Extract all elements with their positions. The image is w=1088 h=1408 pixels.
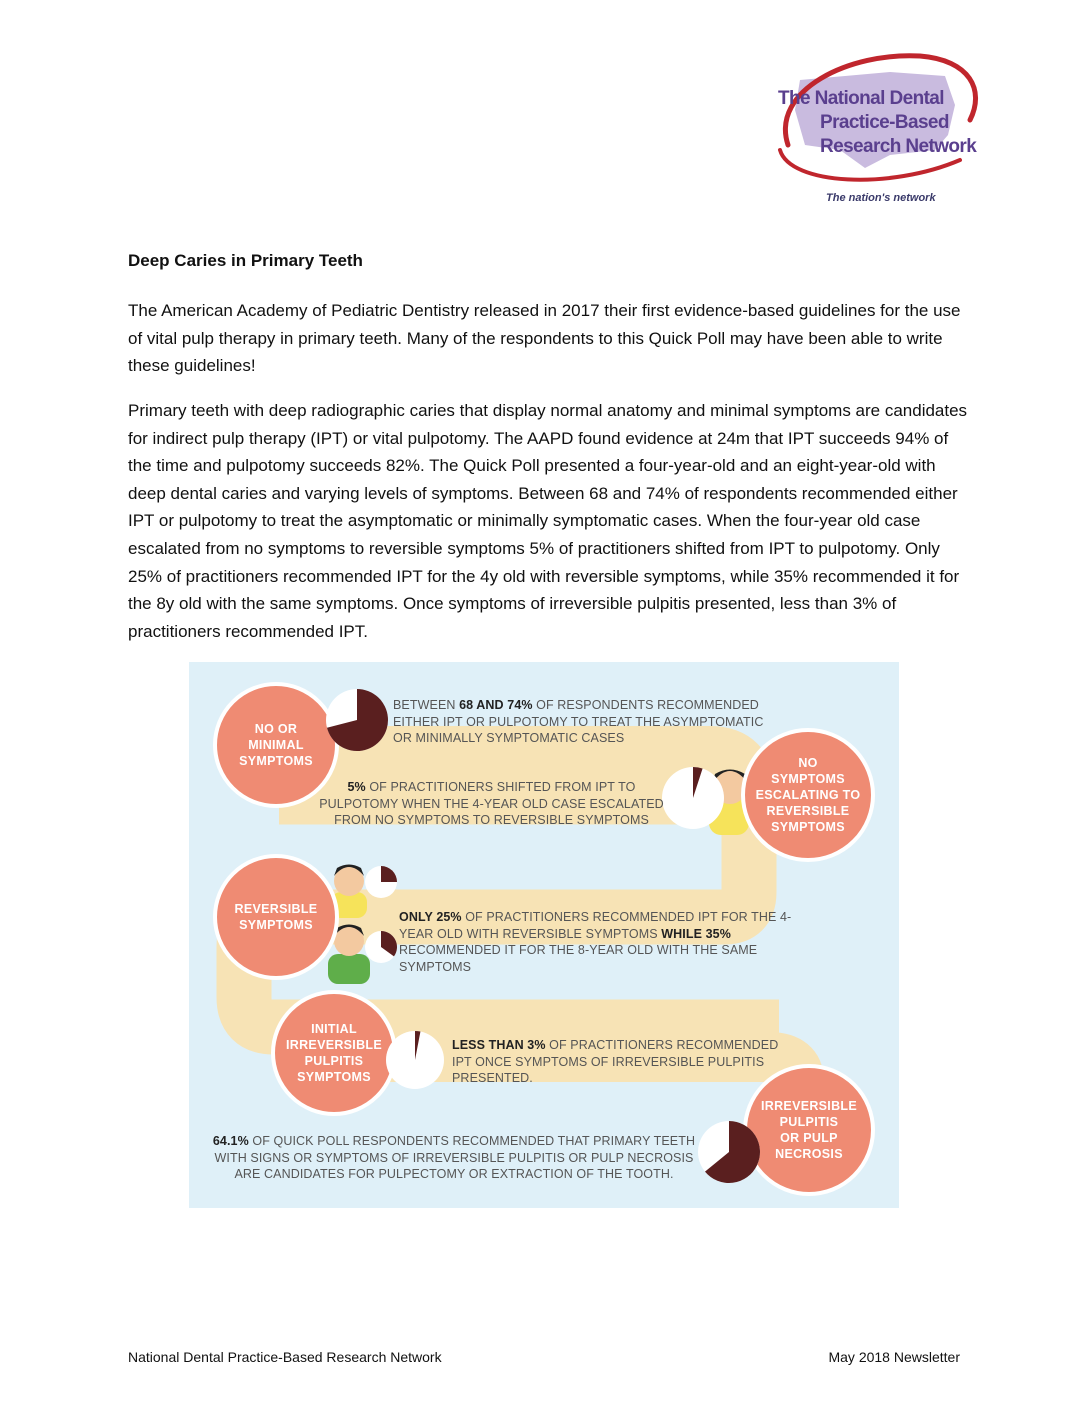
stage-circle-escalating xyxy=(741,728,875,862)
article-heading: Deep Caries in Primary Teeth xyxy=(128,251,363,270)
stat-text-3: ONLY 25% OF PRACTITIONERS RECOMMENDED IPT FOR THE 4-YEAR OLD WITH REVERSIBLE SYMPTOMS WHILE 35% RECOMMENDED IT FOR THE 8-YEAR OLD WITH THE SAME SYMPTOMS xyxy=(399,910,792,974)
stat-text-2: 5% OF PRACTITIONERS SHIFTED FROM IPT TO PULPOTOMY WHEN THE 4-YEAR OLD CASE ESCALATED FROM NO SYMPTOMS TO REVERSIBLE SYMPTOMS xyxy=(319,780,664,827)
logo-tagline: The nation's network xyxy=(826,192,936,204)
pie-35 xyxy=(364,930,398,964)
stage-label-5: IRREVERSIBLE PULPITIS OR PULP NECROSIS xyxy=(761,1099,857,1161)
logo-line-3: Research Network xyxy=(820,136,977,157)
stage-circle-reversible xyxy=(213,854,339,980)
footer-issue: May 2018 Newsletter xyxy=(828,1349,960,1365)
stage-label-2: NO SYMPTOMS ESCALATING TO REVERSIBLE SYMPTOMS xyxy=(755,756,861,834)
pie-slice xyxy=(381,866,397,882)
stage-label-1: NO OR MINIMAL SYMPTOMS xyxy=(239,722,313,768)
pie-3 xyxy=(385,1030,445,1090)
infographic xyxy=(189,662,899,1208)
stat-text-1: BETWEEN 68 AND 74% OF RESPONDENTS RECOMMENDED EITHER IPT OR PULPOTOMY TO TREAT THE ASYMPTOMATIC OR MINIMALLY SYMPTOMATIC CASES xyxy=(393,698,764,745)
paragraph-1: The American Academy of Pediatric Dentistry released in 2017 their first evidence-based guidelines for the use of vital pulp therapy in primary teeth. Many of the respondents to this Quick Poll may have been able to write these guidelines! xyxy=(128,301,961,376)
pie-25 xyxy=(364,865,398,899)
pie-5 xyxy=(661,766,725,830)
network-logo xyxy=(770,50,990,210)
footer-organization: National Dental Practice-Based Research Network xyxy=(128,1349,442,1365)
stat-text-5: 64.1% OF QUICK POLL RESPONDENTS RECOMMENDED THAT PRIMARY TEETH WITH SIGNS OR SYMPTOMS OF IRREVERSIBLE PULPITIS OR PULP NECROSIS ARE CANDIDATES FOR PULPECTOMY OR EXTRACTION OF THE TOOTH. xyxy=(212,1134,696,1181)
stage-label-4: INITIAL IRREVERSIBLE PULPITIS SYMPTOMS xyxy=(286,1022,382,1084)
stage-label-3: REVERSIBLE SYMPTOMS xyxy=(234,902,318,932)
pie-64 xyxy=(697,1120,761,1184)
stage-circle-initial-irreversible xyxy=(271,990,397,1116)
pie-68-74 xyxy=(325,688,389,752)
paragraph-2: Primary teeth with deep radiographic caries that display normal anatomy and minimal symptoms are candidates for indirect pulp therapy (IPT) or vital pulpotomy. The AAPD found evidence at 24m that IPT succeeds 94% of the time and pulpotomy succeeds 82%. The Quick Poll presented a four-year-old and an eight-year-old with deep dental caries and varying levels of symptoms. Between 68 and 74% of respondents recommended either IPT or pulpotomy to treat the asymptomatic or minimally symptomatic cases. When the four-year old case escalated from no symptoms to reversible symptoms 5% of practitioners shifted from IPT to pulpotomy. Only 25% of practitioners recommended IPT for the 4y old with reversible symptoms, while 35% recommended it for the 8y old with the same symptoms. Once symptoms of irreversible pulpitis presented, less than 3% of practitioners recommended IPT. xyxy=(128,401,968,641)
logo-line-2: Practice-Based xyxy=(820,112,949,133)
stat-text-4: LESS THAN 3% OF PRACTITIONERS RECOMMENDED IPT ONCE SYMPTOMS OF IRREVERSIBLE PULPITIS PRESENTED. xyxy=(452,1038,779,1085)
logo-line-1: The National Dental xyxy=(778,88,944,109)
